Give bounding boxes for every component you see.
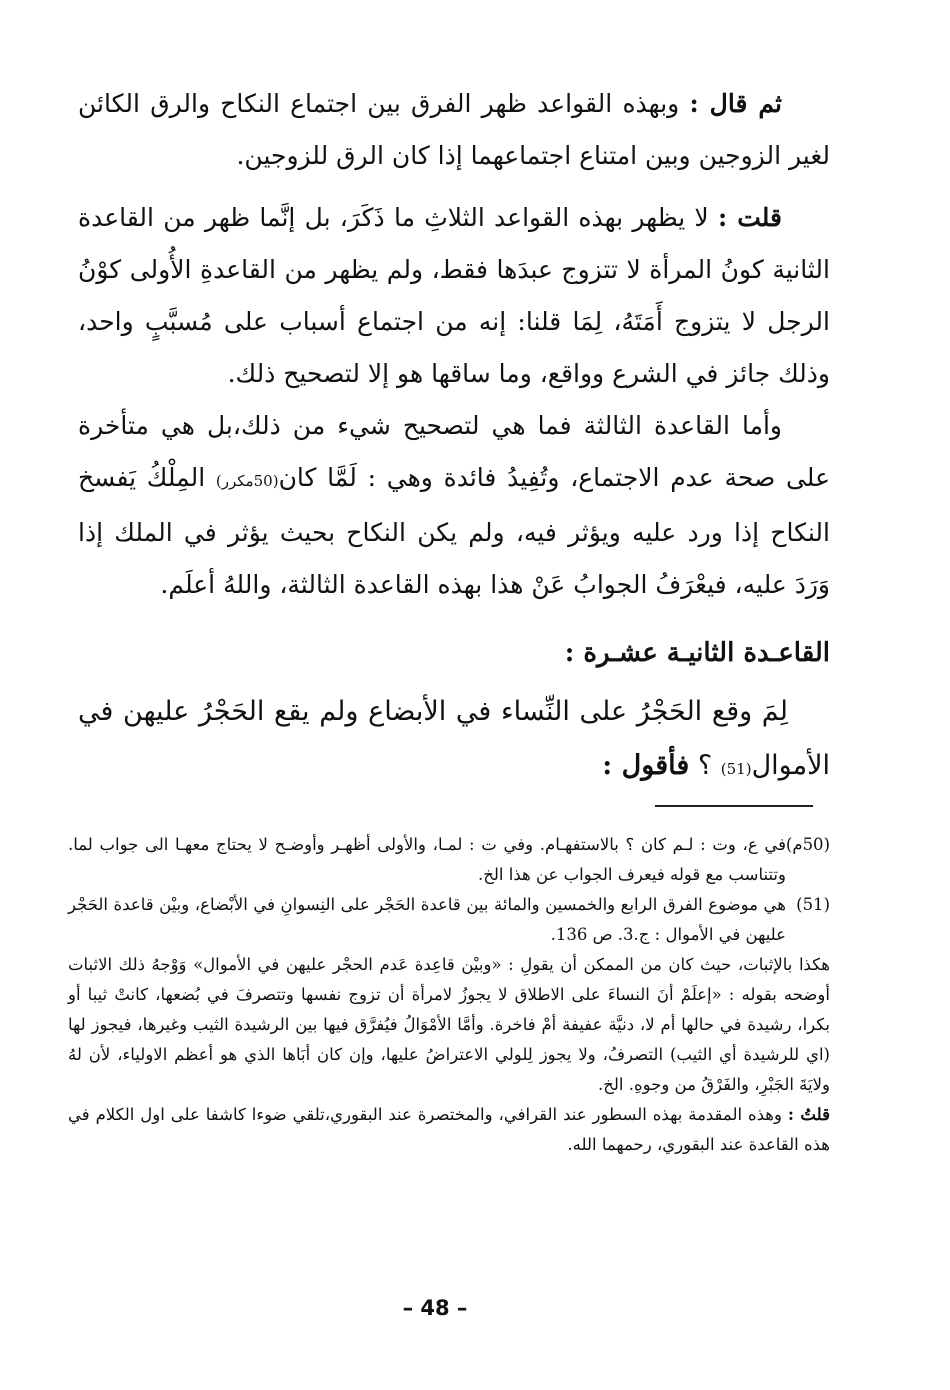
footnotes [68, 830, 830, 1160]
footnote-closing [68, 1100, 830, 1160]
question-paragraph [78, 685, 830, 796]
paragraph-qultu [78, 192, 830, 400]
paragraph-body: وبهذه القواعد ظهر الفرق بين اجتماع النكاح والرق الكائن لغير الزوجين وبين امتناع اجتماعهما إذا كان الرق للزوجين. [78, 89, 830, 170]
paragraph-body: المِلْكُ يَفسخ النكاح إذا ورد عليه ويؤثر فيه، ولم يكن النكاح بحيث يؤثر في الملك إذا وَرَدَ عليه، فيعْرَفُ الجوابُ عَنْ هذا بهذه القاعدة الثالثة، واللهُ أعلَم. [78, 463, 830, 599]
paragraph-lead: ثم قال : [689, 89, 782, 118]
paragraph-qala [78, 78, 830, 182]
paragraph-third-rule [78, 400, 830, 611]
footnote-ref-51[interactable]: (51) [720, 760, 752, 778]
paragraph-body: لا يظهر بهذه القواعد الثلاثِ ما ذَكَرَ، بل إنَّما ظهر من القاعدة الثانية كونُ المرأة لا تتزوج عبدَها فقط، ولم يظهر من القاعدةِ الأُولى كوْنُ الرجل لا يتزوج أَمَتَهُ، لِمَا قلنا: إنه من اجتماع أسباب على مُسبَّبٍ واحد، وذلك جائز في الشرع وواقع، وما ساقها هو إلا لتصحيح ذلك. [78, 203, 830, 388]
paragraph-body: وأما القاعدة الثالثة فما هي لتصحيح شيء من ذلك،بل هي متأخرة على صحة عدم الاجتماع، وتُفِيدُ فائدة وهي : لَمَّا كان [78, 411, 830, 492]
footnote-closing-lead: قلتُ : [787, 1105, 830, 1124]
footnote-text: في ع، وت : لـم كان ؟ بالاستفهـام. وفي ت : لمـا، والأولى أظهـر وأوضـح لا يحتاج معهـا الى جواب لما. وتتناسب مع قوله فيعرف الجواب عن هذا الخ. [68, 835, 786, 884]
footnote-number: (50م) [785, 835, 830, 854]
footnote-50 [68, 830, 830, 890]
page-number: – 48 – [402, 1296, 468, 1320]
paragraph-lead: قلت : [717, 203, 782, 232]
footnote-closing-text: وهذه المقدمة بهذه السطور عند القرافي، والمختصرة عند البقوري،تلقي ضوءا كاشفا على اول الكلام في هذه القاعدة عند البقوري، رحمهما الله. [68, 1105, 830, 1154]
footnote-ref-50[interactable]: (50مكرر) [215, 472, 279, 490]
footnote-51-continued: هكذا بالإثبات، حيث كان من الممكن أن يقولِ : «وبيْن قاعِدة عَدم الحجْر عليهن في الأموال» وَوْجهُ ذلك الاثبات أوضحه بقوله : «إعلَمْ أنَ النساءَ على الاطلاق لا يجوزُ لامرأة أن تزوج نفسها وتتصرفَ في بُضعها، كانتْ ثيبا أو بكرا، رشيدة في حالها أم لا، دنيَّة عفيفة أمْ فاخرة. وأمَّا الأمْوَالُ فيُفرَّق فيها بين الرشيدة الثيب وغيرها، فيجوز لها (اي للرشيدة أي الثيب) التصرفُ، ولا يجوز لِلولي الاعتراضُ عليها، وإن كان أبَاها الذي هو أعظم الاولياء، لأن لهُ ولايَةَ الجَبْرِ، والفَرْقُ من وجوهِ. الخ. [68, 955, 830, 1094]
question-lead: فأقول : [602, 750, 690, 781]
main-text [78, 78, 830, 796]
question-mark: ؟ [689, 750, 721, 781]
section-heading: القاعـدة الثانيـة عشـرة : [564, 638, 830, 668]
footnote-text: هي موضوع الفرق الرابع والخمسين والمائة بين قاعدة الحَجْر على النِسوانِ في الأبْضاع، وبيْن قاعدة الحَجْر عليهن في الأموال : ج.3. ص 136. [68, 895, 786, 944]
question-body: لِمَ وقع الحَجْرُ على النِّساء في الأبضاع ولم يقع الحَجْرُ عليهن في الأموال [78, 696, 830, 781]
footnote-51 [68, 890, 830, 950]
footnote-separator [655, 805, 813, 807]
footnote-number: (51) [796, 895, 830, 914]
